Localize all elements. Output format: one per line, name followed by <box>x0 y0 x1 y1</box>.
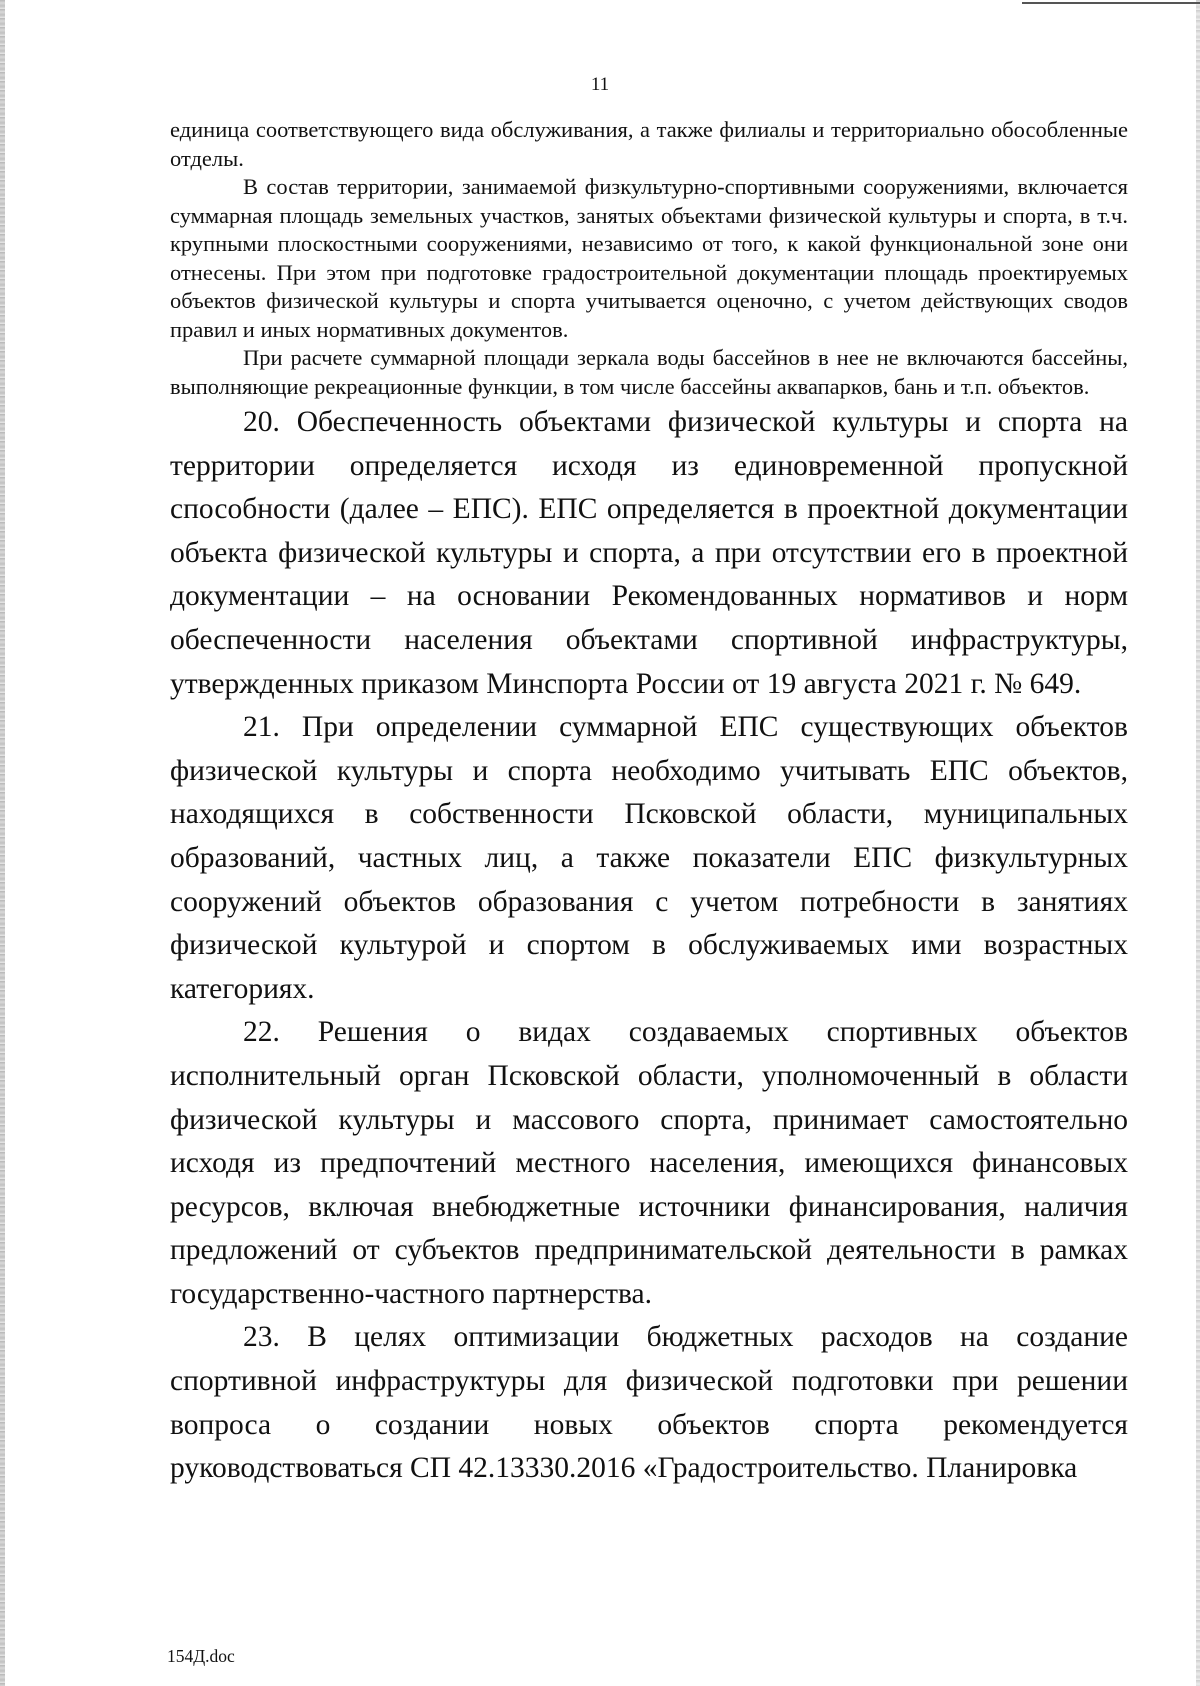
paragraph-item-20: 20. Обеспеченность объектами физической культуры и спорта на территории определяется исходя из единовременной пропускной способности (далее – ЕПС). ЕПС определяется в проектной документации объекта физической культуры и спорта, а при отсутствии его в проектной документации – на основании Рекомендованных нормативов и норм обеспеченности населения объектами спортивной инфраструктуры, утвержденных приказом Минспорта России от 19 августа 2021 г. № 649. <box>170 406 1128 700</box>
paragraph-item-23: 23. В целях оптимизации бюджетных расходов на создание спортивной инфраструктуры для физической подготовки при решении вопроса о создании новых объектов спорта рекомендуется руководствоваться СП 42.13330.2016 «Градостроительство. Планировка <box>170 1321 1128 1485</box>
paragraph-pools: При расчете суммарной площади зеркала воды бассейнов в нее не включаются бассейны, выполняющие рекреационные функции, в том числе бассейны аквапарков, бань и т.п. объектов. <box>170 345 1128 399</box>
paragraph-continuation: единица соответствующего вида обслуживания, а также филиалы и территориально обособленные отделы. <box>170 117 1128 171</box>
scan-edge-left <box>0 0 5 1686</box>
page-number: 11 <box>590 74 610 95</box>
document-body <box>170 116 1128 1491</box>
paragraph-item-22: 22. Решения о видах создаваемых спортивных объектов исполнительный орган Псковской области, уполномоченный в области физической культуры и массового спорта, принимает самостоятельно исходя из предпочтений местного населения, имеющихся финансовых ресурсов, включая внебюджетные источники финансирования, наличия предложений от субъектов предпринимательской деятельности в рамках государственно-частного партнерства. <box>170 1016 1128 1310</box>
paragraph-territory: В состав территории, занимаемой физкультурно-спортивными сооружениями, включается суммарная площадь земельных участков, занятых объектами физической культуры и спорта, в т.ч. крупными плоскостными сооружениями, независимо от того, к какой функциональной зоне они отнесены. При этом при подготовке градостроительной документации площадь проектируемых объектов физической культуры и спорта учитывается оценочно, с учетом действующих сводов правил и иных нормативных документов. <box>170 174 1128 342</box>
scan-edge-top <box>1022 2 1200 4</box>
paragraph-item-21: 21. При определении суммарной ЕПС существующих объектов физической культуры и спорта необходимо учитывать ЕПС объектов, находящихся в собственности Псковской области, муниципальных образований, частных лиц, а также показатели ЕПС физкультурных сооружений объектов образования с учетом потребности в занятиях физической культурой и спортом в обслуживаемых ими возрастных категориях. <box>170 711 1128 1005</box>
file-name-footer: 154Д.doc <box>167 1646 235 1666</box>
scan-edge-right <box>1196 0 1200 1686</box>
